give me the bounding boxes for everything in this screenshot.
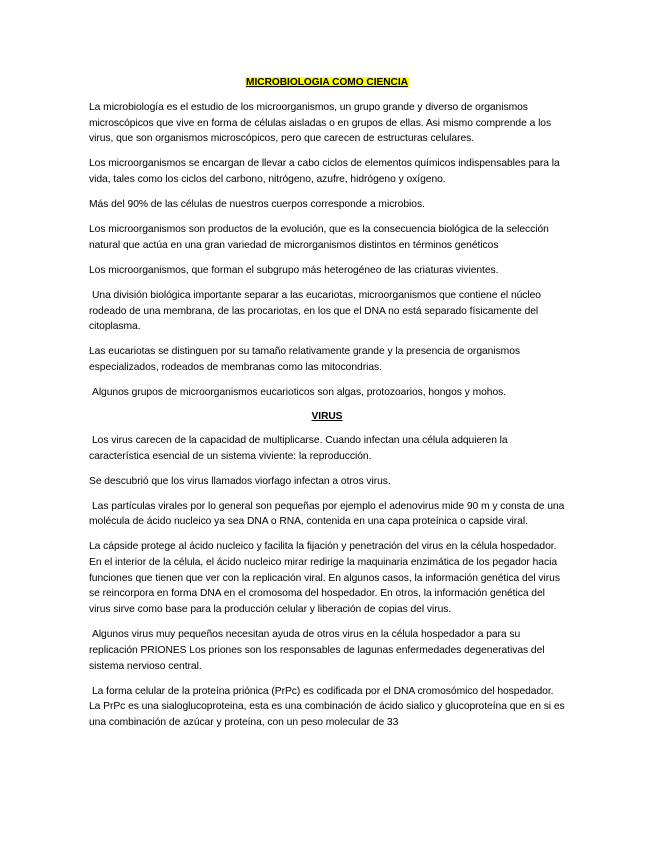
paragraph-virus-2: Se descubrió que los virus llamados viorfago infectan a otros virus. (89, 475, 391, 487)
paragraph-virus-1: Los virus carecen de la capacidad de multiplicarse. Cuando infectan una célula adquieren la característica esencial de un sistema viviente: la reproducción. (89, 434, 508, 462)
paragraph-intro-1: La microbiología es el estudio de los microorganismos, un grupo grande y diverso de organismos microscópicos que vive en forma de células aisladas o en grupos de ellas. Asi mismo comprende a los virus, que son organismos microscópicos, pero que carecen de estructuras celulares. (89, 102, 552, 145)
paragraph-virus-3: Las partículas virales por lo general son pequeñas por ejemplo el adenovirus mide 90 m y consta de una molécula de ácido nucleico ya sea DNA o RNA, contenida en una capa proteínica o capside viral. (89, 500, 565, 528)
paragraph-intro-7: Las eucariotas se distinguen por su tamaño relativamente grande y la presencia de organismos especializados, rodeados de membranas como las mitocondrias. (89, 346, 520, 373)
paragraph-intro-2: Los microorganismos se encargan de llevar a cabo ciclos de elementos químicos indispensables para la vida, tales como los ciclos del carbono, nitrógeno, azufre, hidrógeno y oxígeno. (89, 158, 560, 186)
paragraph-virus-4: La cápside protege al ácido nucleico y facilita la fijación y penetración del virus en la célula hospedador. En el interior de la célula, el ácido nucleico mirar redirige la maquinaria enzimática de los pegador hacia funciones que tienen que ver con la replicación viral. En algunos casos, la información genética del virus se reincorpora en forma DNA en el cromosoma del hospedador. En otros, la información genética del virus sirve como base para la producción celular y liberación de copias del virus. (89, 541, 560, 616)
section-title-virus (89, 410, 565, 424)
paragraph-virus-5: Algunos virus muy pequeños necesitan ayuda de otros virus en la célula hospedador a para su replicación PRIONES Los priones son los responsables de lagunas enfermedades degenerativas del sistema nervioso central. (89, 629, 545, 672)
section-title-text: VIRUS (311, 410, 343, 422)
document-title-text: MICROBIOLOGIA COMO CIENCIA (246, 77, 408, 88)
document-body (89, 76, 565, 731)
paragraph-intro-8: Algunos grupos de microorganismos eucarioticos son algas, protozoarios, hongos y mohos. (92, 386, 507, 398)
paragraph-virus-6: La forma celular de la proteína priónica (PrPc) es codificada por el DNA cromosómico del hospedador. La PrPc es una sialoglucoproteina, esta es una combinación de ácido sialico y glucoproteína que en si es una combinación de azúcar y proteína, con un peso molecular de 33 (89, 685, 565, 728)
paragraph-intro-6: Una división biológica importante separar a las eucariotas, microorganismos que contiene el núcleo rodeado de una membrana, de las procariotas, en los que el DNA no está separado físicamente del citoplasma. (89, 289, 541, 333)
document-title (89, 76, 565, 90)
paragraph-intro-4: Los microorganismos son productos de la evolución, que es la consecuencia biológica de la selección natural que actúa en una gran variedad de microrganismos distintos en términos genéticos (89, 224, 549, 251)
paragraph-intro-5: Los microorganismos, que forman el subgrupo más heterogéneo de las criaturas vivientes. (89, 264, 499, 276)
paragraph-intro-3: Más del 90% de las células de nuestros cuerpos corresponde a microbios. (89, 199, 425, 211)
